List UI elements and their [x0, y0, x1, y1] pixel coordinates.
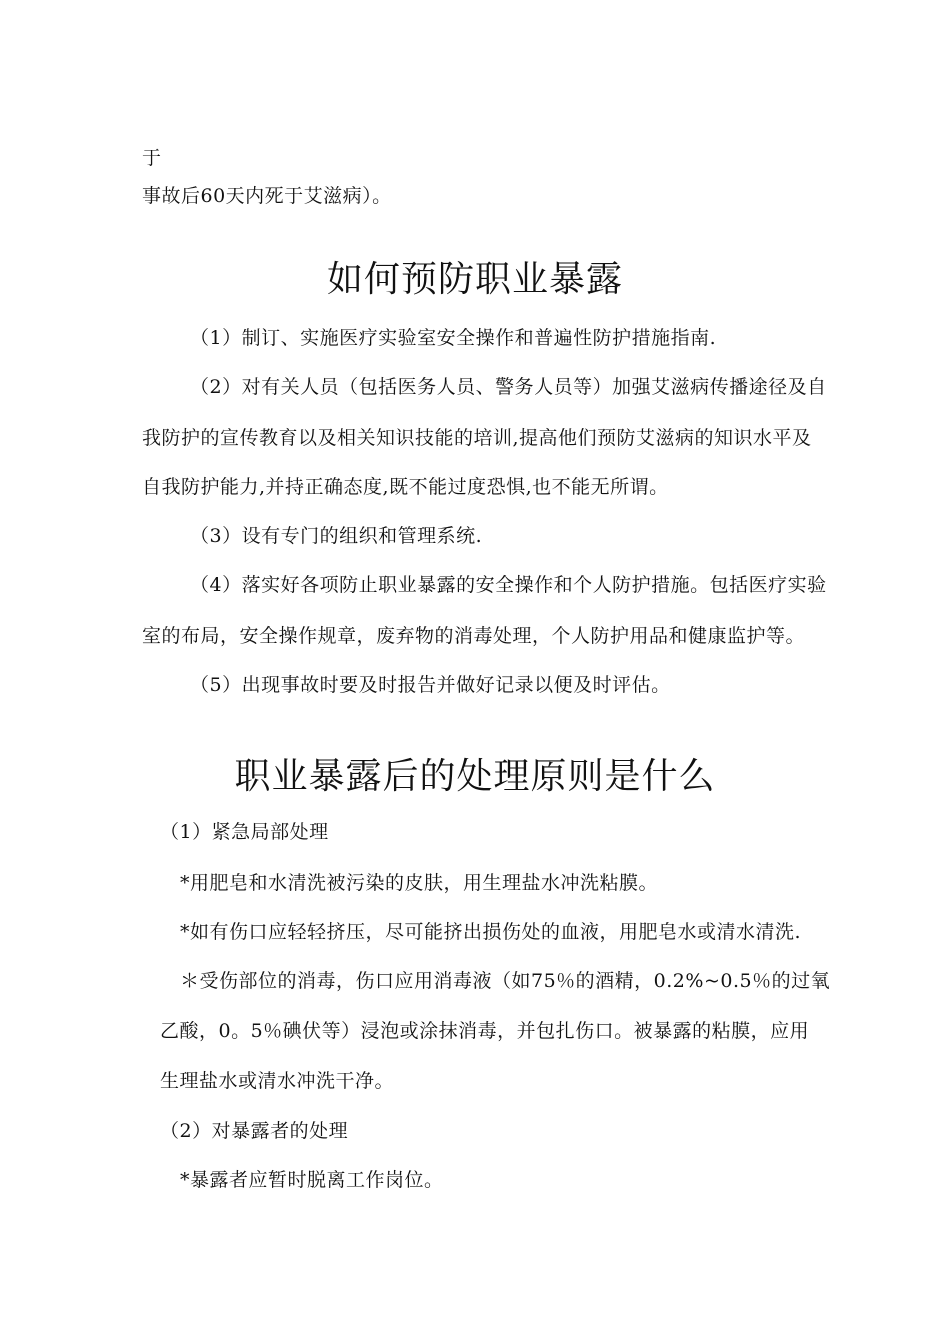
handling-bullet-4: *暴露者应暂时脱离工作岗位。 — [180, 1169, 444, 1191]
prevention-item-4-line-1: （4）落实好各项防止职业暴露的安全操作和个人防护措施。包括医疗实验 — [190, 574, 827, 596]
fragment-line-2: 事故后60天内死于艾滋病）。 — [142, 185, 392, 207]
handling-bullet-3-line-1: ＊受伤部位的消毒，伤口应用消毒液（如75％的酒精，0.2%~0.5％的过氧 — [180, 970, 831, 992]
prevention-item-5: （5）出现事故时要及时报告并做好记录以便及时评估。 — [190, 674, 671, 696]
handling-bullet-3-line-2: 乙酸，0。5％碘伏等）浸泡或涂抹消毒，并包扎伤口。被暴露的粘膜，应用 — [160, 1020, 810, 1042]
section-title-prevention: 如何预防职业暴露 — [326, 259, 623, 300]
section-title-handling: 职业暴露后的处理原则是什么 — [234, 756, 716, 797]
prevention-item-1: （1）制订、实施医疗实验室安全操作和普遍性防护措施指南. — [190, 327, 717, 349]
fragment-line-1: 于 — [142, 147, 162, 169]
prevention-item-2-line-2: 我防护的宣传教育以及相关知识技能的培训,提高他们预防艾滋病的知识水平及 — [142, 427, 812, 449]
handling-subheading-2: （2）对暴露者的处理 — [160, 1120, 349, 1142]
handling-bullet-3-line-3: 生理盐水或清水冲洗干净。 — [160, 1070, 395, 1092]
handling-subheading-1: （1）紧急局部处理 — [160, 821, 329, 843]
handling-bullet-2: *如有伤口应轻轻挤压，尽可能挤出损伤处的血液，用肥皂水或清水清洗. — [180, 921, 802, 943]
prevention-item-4-line-2: 室的布局，安全操作规章，废弃物的消毒处理，个人防护用品和健康监护等。 — [142, 625, 806, 647]
prevention-item-3: （3）设有专门的组织和管理系统. — [190, 525, 483, 547]
prevention-item-2-line-1: （2）对有关人员（包括医务人员、警务人员等）加强艾滋病传播途径及自 — [190, 376, 827, 398]
prevention-item-2-line-3: 自我防护能力,并持正确态度,既不能过度恐惧,也不能无所谓。 — [142, 476, 669, 498]
handling-bullet-1: *用肥皂和水清洗被污染的皮肤，用生理盐水冲洗粘膜。 — [180, 872, 659, 894]
